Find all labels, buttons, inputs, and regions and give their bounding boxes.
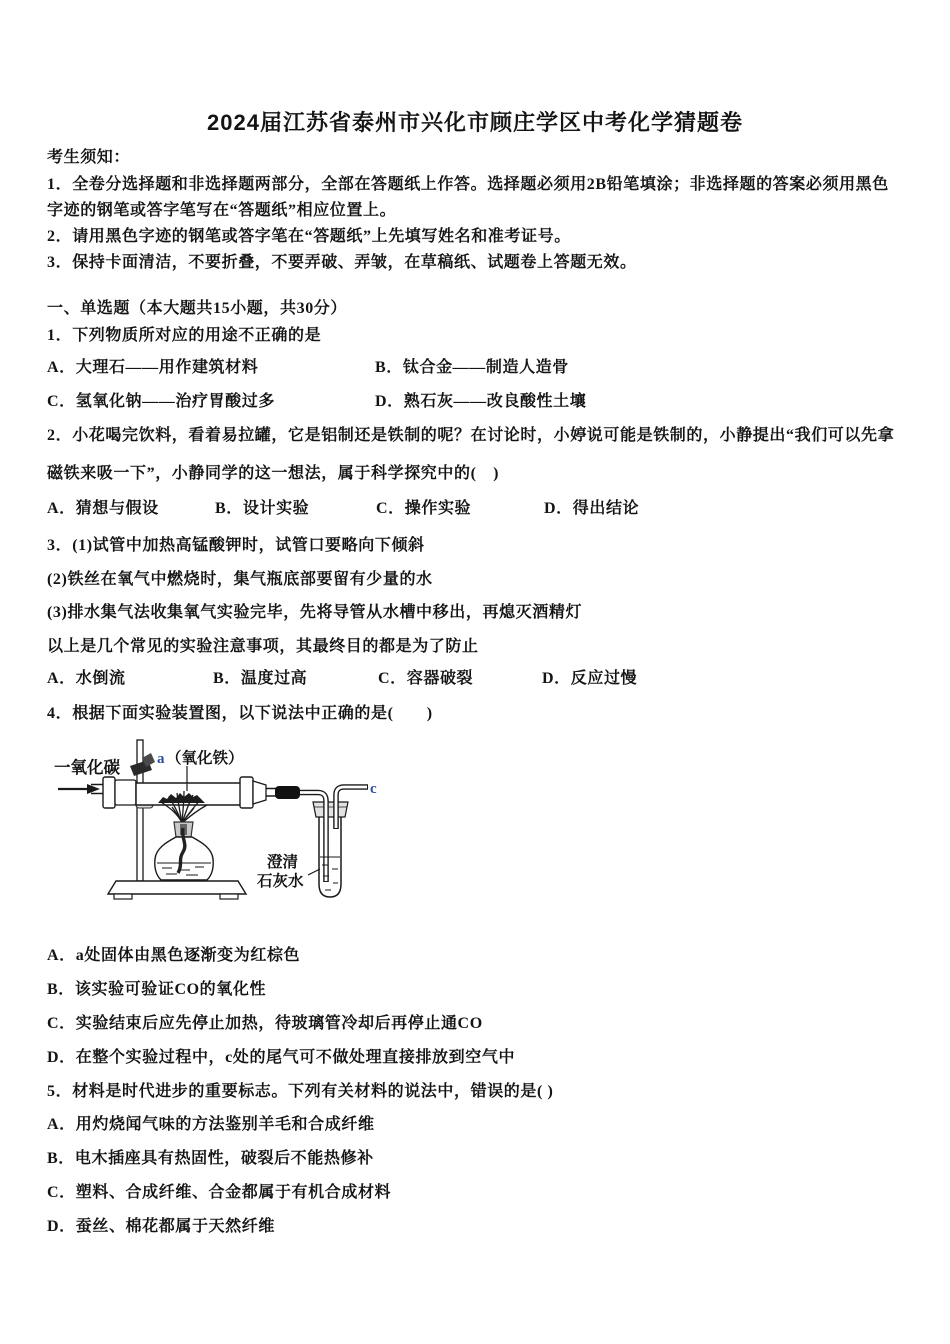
q3-part-2: (2)铁丝在氧气中燃烧时，集气瓶底部要留有少量的水 — [47, 571, 433, 588]
q2-stem-line-2: 磁铁来吸一下”，小静同学的这一想法，属于科学探究中的( ) — [47, 465, 500, 482]
outlet-c-label: c — [370, 781, 377, 797]
q3-part-1: 3．(1)试管中加热高锰酸钾时，试管口要略向下倾斜 — [47, 537, 425, 554]
q3-summary: 以上是几个常见的实验注意事项，其最终目的都是为了防止 — [47, 638, 479, 655]
notice-item-3: 3．保持卡面清洁，不要折叠，不要弄破、弄皱，在草稿纸、试题卷上答题无效。 — [47, 254, 637, 271]
q3-option-a: A．水倒流 — [47, 670, 126, 687]
q3-part-3: (3)排水集气法收集氧气实验完毕，先将导管从水槽中移出，再熄灭酒精灯 — [47, 604, 583, 621]
q2-option-b: B．设计实验 — [215, 500, 310, 517]
q5-option-c: C．塑料、合成纤维、合金都属于有机合成材料 — [47, 1184, 392, 1201]
q2-stem-line-1: 2．小花喝完饮料，看着易拉罐，它是铝制还是铁制的呢？在讨论时，小婷说可能是铁制的，小静提出“我们可以先拿 — [47, 427, 895, 444]
limewater-label-line2: 石灰水 — [257, 873, 304, 890]
page-title: 2024届江苏省泰州市兴化市顾庄学区中考化学猜题卷 — [207, 110, 743, 135]
q3-option-d: D．反应过慢 — [542, 670, 638, 687]
q1-options-row-1 — [0, 358, 950, 380]
q1-options-row-2 — [0, 392, 950, 414]
q2-option-d: D．得出结论 — [544, 500, 640, 517]
q5-option-b: B．电木插座具有热固性，破裂后不能热修补 — [47, 1150, 374, 1167]
rubber-connector — [275, 786, 300, 799]
section-heading: 一、单选题（本大题共15小题，共30分） — [47, 300, 348, 317]
q2-options-row — [0, 499, 950, 521]
q4-apparatus-diagram — [30, 736, 450, 928]
sample-a-label: a — [157, 751, 165, 767]
limewater-test-tube — [300, 787, 368, 897]
q3-option-c: C．容器破裂 — [378, 670, 474, 687]
q1-option-d: D．熟石灰——改良酸性土壤 — [375, 393, 587, 410]
q2-option-c: C．操作实验 — [376, 500, 472, 517]
q5-stem: 5．材料是时代进步的重要标志。下列有关材料的说法中，错误的是( ) — [47, 1083, 554, 1100]
alcohol-lamp — [155, 822, 213, 880]
reaction-glass-tube — [103, 777, 278, 808]
q5-option-d: D．蚕丝、棉花都属于天然纤维 — [47, 1218, 275, 1235]
co-gas-label: 一氧化碳 — [54, 758, 120, 777]
q3-option-b: B．温度过高 — [213, 670, 308, 687]
q4-option-d: D．在整个实验过程中，c处的尾气可不做处理直接排放到空气中 — [47, 1049, 516, 1066]
q1-stem: 1．下列物质所对应的用途不正确的是 — [47, 327, 322, 344]
notice-item-2: 2．请用黑色字迹的钢笔或答字笔在“答题纸”上先填写姓名和准考证号。 — [47, 228, 571, 245]
q1-option-c: C．氢氧化钠——治疗胃酸过多 — [47, 393, 275, 410]
q4-option-c: C．实验结束后应先停止加热，待玻璃管冷却后再停止通CO — [47, 1015, 483, 1032]
limewater-label-line1: 澄清 — [267, 854, 299, 871]
iron-oxide-label: （氧化铁） — [166, 750, 244, 767]
q4-option-b: B．该实验可验证CO的氧化性 — [47, 981, 267, 998]
q1-option-a: A．大理石——用作建筑材料 — [47, 359, 259, 376]
q4-option-a: A．a处固体由黑色逐渐变为红棕色 — [47, 947, 301, 964]
q2-option-a: A．猜想与假设 — [47, 500, 159, 517]
notice-item-1-line-2: 字迹的钢笔或答字笔写在“答题纸”相应位置上。 — [47, 202, 397, 219]
notice-item-1-line-1: 1．全卷分选择题和非选择题两部分，全部在答题纸上作答。选择题必须用2B铅笔填涂；非选择题的答案必须用黑色 — [47, 176, 889, 193]
q1-option-b: B．钛合金——制造人造骨 — [375, 359, 569, 376]
notice-heading: 考生须知： — [47, 149, 131, 166]
q3-options-row — [0, 669, 950, 691]
q4-stem: 4．根据下面实验装置图，以下说法中正确的是( ) — [47, 705, 433, 722]
q5-option-a: A．用灼烧闻气味的方法鉴别羊毛和合成纤维 — [47, 1116, 375, 1133]
